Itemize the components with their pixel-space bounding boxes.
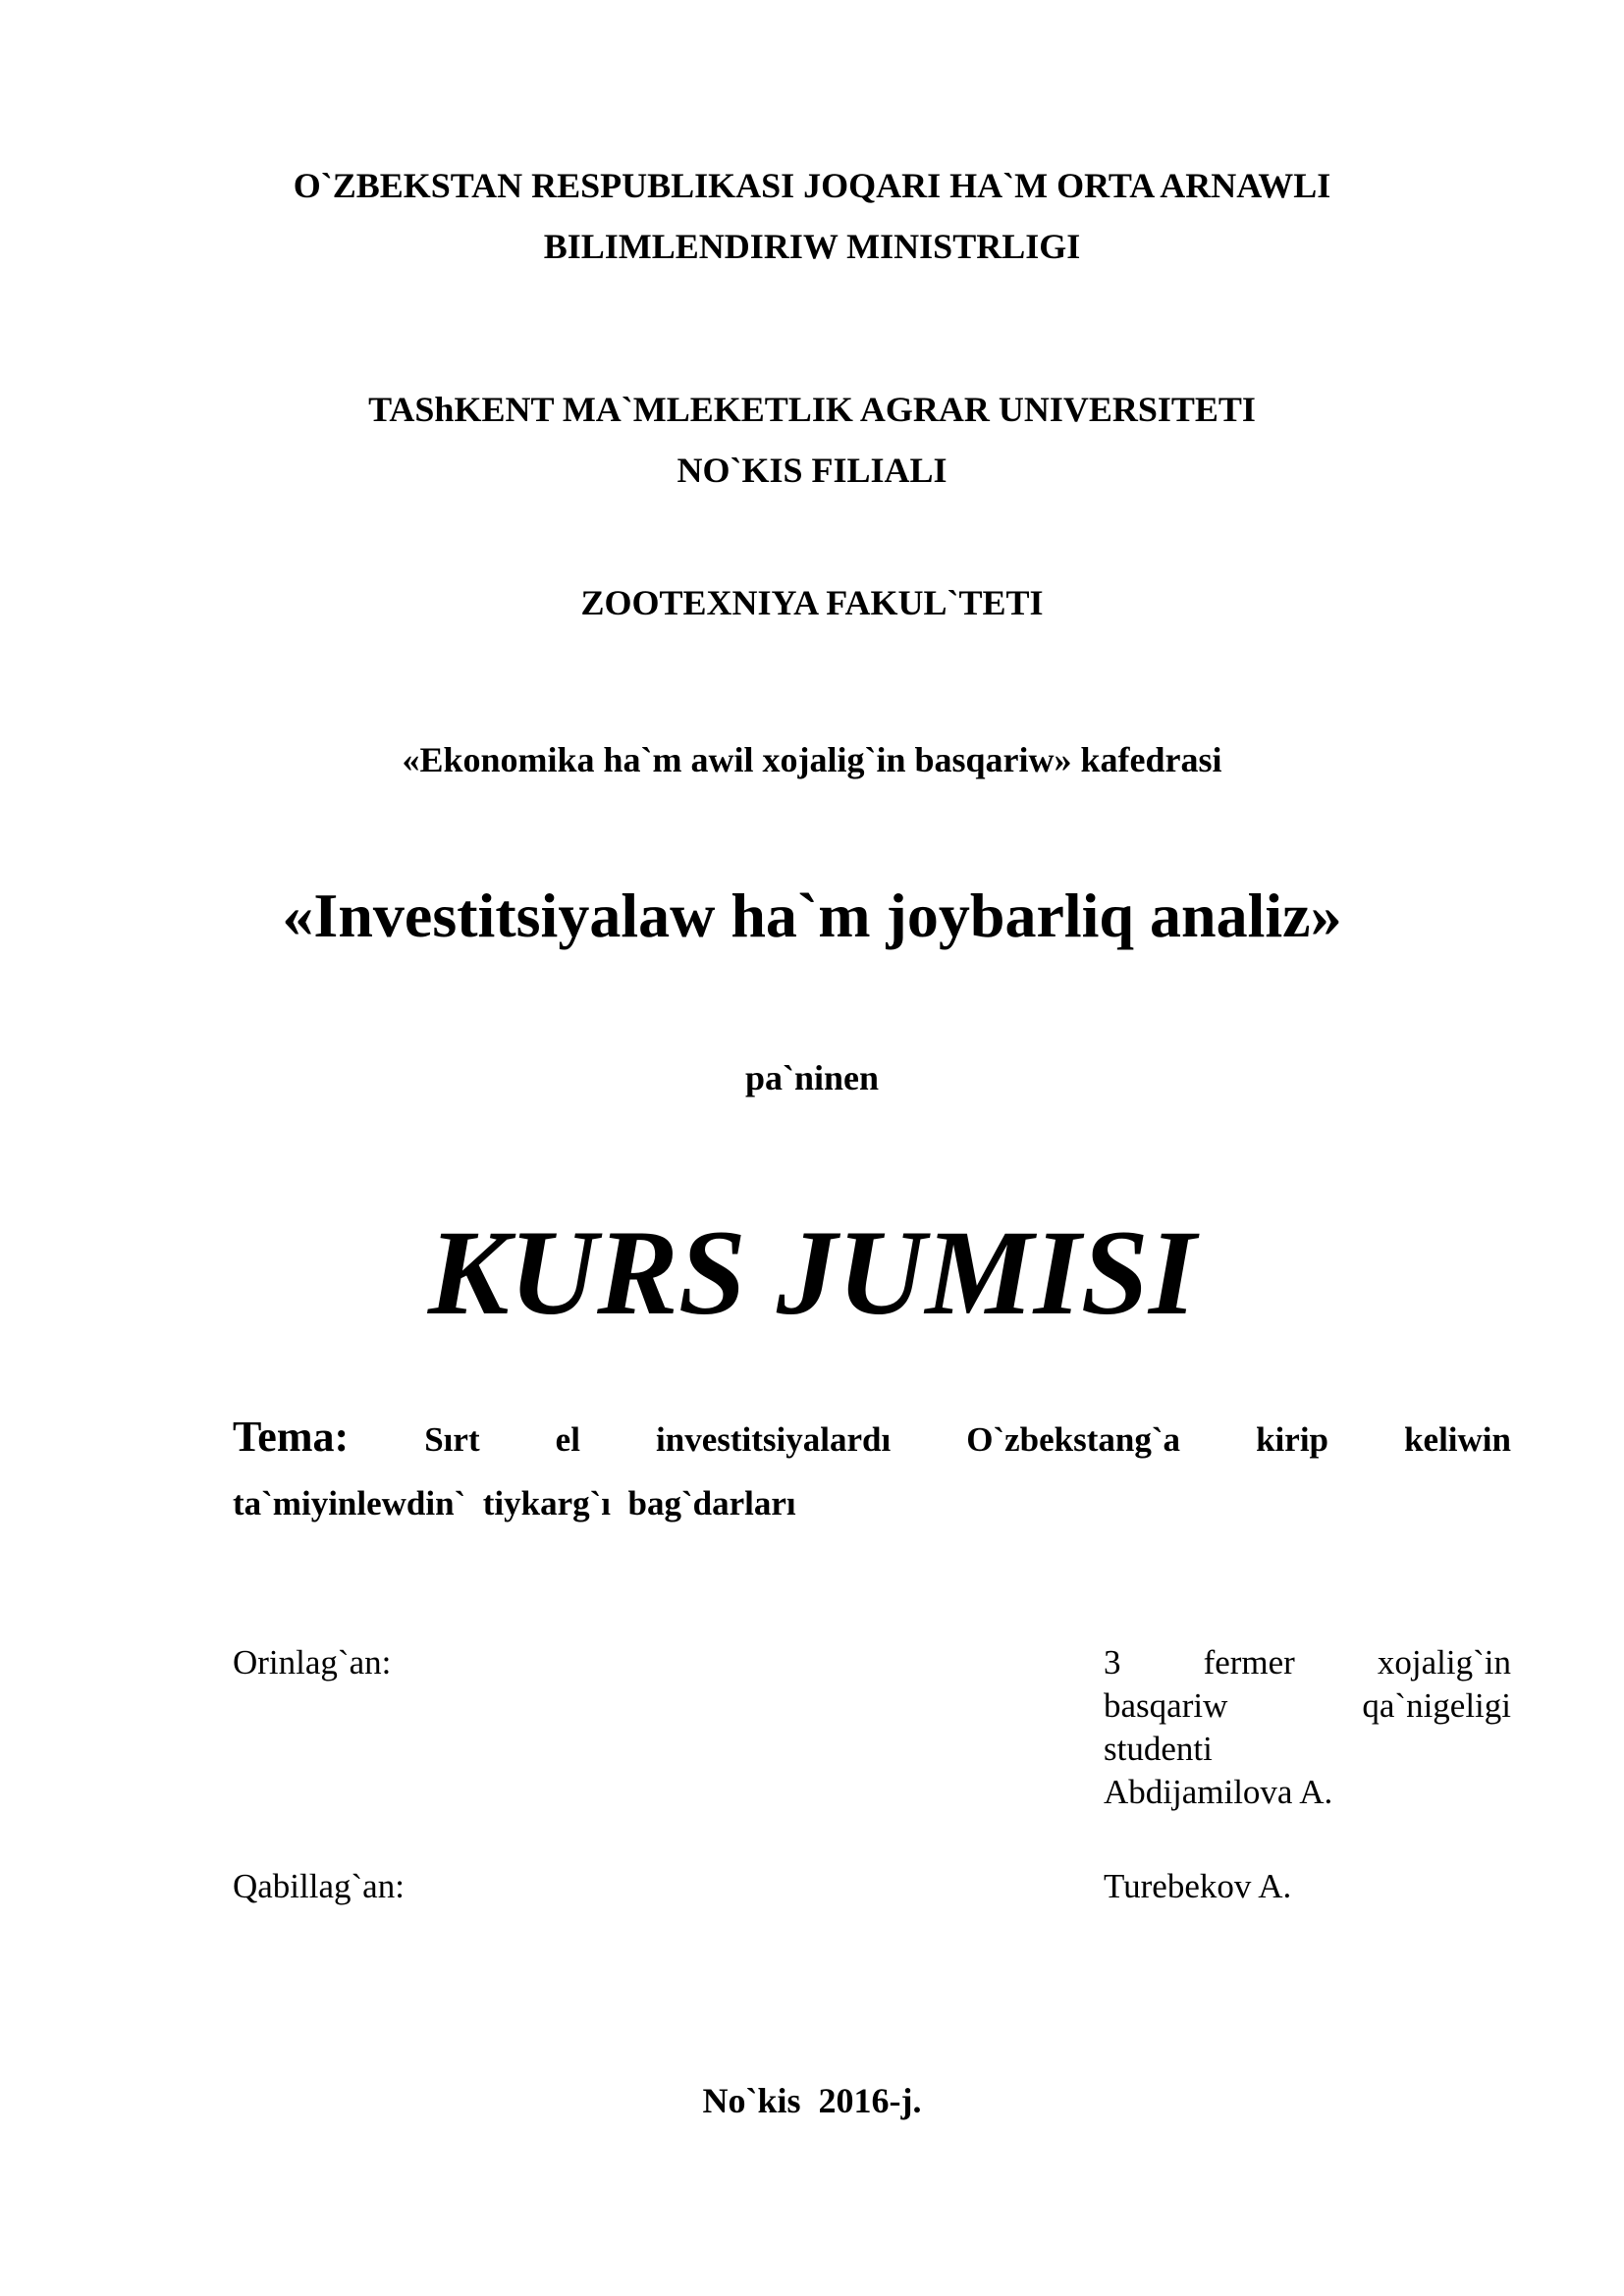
place-and-year: No`kis 2016-j. [702,2081,922,2120]
performer-label: Orinlag`an: [233,1643,392,1682]
university-heading [0,379,1624,501]
department-heading: «Ekonomika ha`m awil xojalig`in basqariw» kafedrasi [402,740,1222,779]
topic-word: keliwin [1404,1420,1511,1459]
topic-word: Sırt [424,1420,480,1459]
ministry-heading [0,155,1624,277]
subject-suffix: pa`ninen [744,1058,880,1097]
faculty-heading: ZOOTEXNIYA FAKUL`TETI [580,583,1044,622]
university-line-1: TAShKENT MA`MLEKETLIK AGRAR UNIVERSITETI [368,390,1256,429]
topic-word: el [555,1420,580,1459]
performer-word: basqariw [1104,1686,1228,1725]
subject-title: «Investitsiyalaw ha`m joybarliq analiz» [282,881,1342,950]
topic-label: Tema: [233,1413,350,1461]
university-line-2: NO`KIS FILIALI [677,451,947,490]
performer-word: qa`nigeligi [1362,1686,1511,1725]
performer-line-3: studenti [1104,1730,1213,1768]
topic-line-1 [233,1412,1511,1474]
topic-line-2: ta`miyinlewdin` tiykarg`ı bag`darları [233,1484,796,1522]
performer-info [1104,1641,1511,1814]
topic-word: O`zbekstang`a [966,1420,1181,1459]
ministry-line-1: O`ZBEKSTAN RESPUBLIKASI JOQARI HA`M ORTA ARNAWLI [293,166,1331,205]
reviewer-label: Qabillag`an: [233,1867,405,1905]
performer-line-1 [1104,1641,1511,1684]
topic-word: investitsiyalardı [656,1420,892,1459]
performer-word: fermer [1203,1643,1295,1682]
topic-block [233,1412,1511,1527]
ministry-line-2: BILIMLENDIRIW MINISTRLIGI [543,227,1081,266]
document-type-title: KURS JUMISI [427,1205,1197,1340]
performer-name: Abdijamilova A. [1104,1773,1333,1811]
topic-word: kirip [1256,1420,1329,1459]
performer-word: 3 [1104,1643,1121,1682]
performer-word: xojalig`in [1377,1643,1511,1682]
performer-line-2 [1104,1684,1511,1728]
reviewer-name: Turebekov A. [1104,1867,1292,1905]
